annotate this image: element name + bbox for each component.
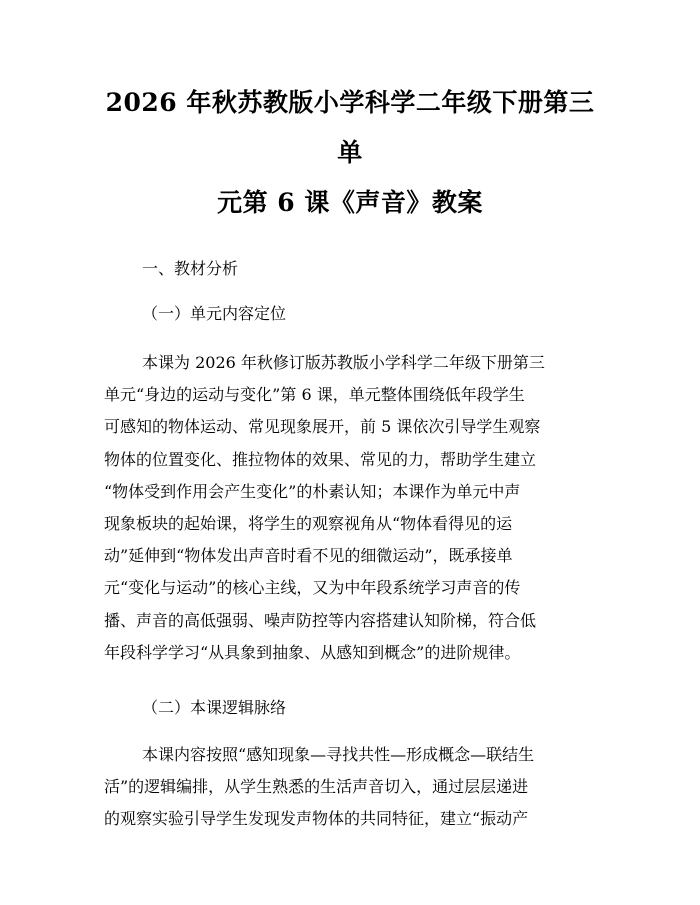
- paragraph-line: 物体的位置变化、推拉物体的效果、常见的力，帮助学生建立: [104, 449, 537, 469]
- title-line-1: 2026 年秋苏教版小学科学二年级下册第三单: [105, 88, 595, 167]
- subsection-heading-lesson-logic: （二）本课逻辑脉络: [142, 698, 287, 718]
- paragraph-line: 动”延伸到“物体发出声音时看不见的细微运动”，既承接单: [104, 546, 513, 566]
- paragraph-lesson-logic: [104, 739, 596, 836]
- paragraph-line: 现象板块的起始课，将学生的观察视角从“物体看得见的运: [104, 514, 513, 534]
- title-line-2: 元第 6 课《声音》教案: [217, 188, 483, 217]
- subsection-heading-unit-positioning: （一）单元内容定位: [142, 304, 287, 323]
- paragraph-line: 年段科学学习“从具象到抽象、从感知到概念”的进阶规律。: [104, 642, 521, 662]
- paragraph-line: 本课为 2026 年秋修订版苏教版小学科学二年级下册第三: [142, 353, 545, 372]
- section-heading-textbook-analysis: 一、教材分析: [142, 259, 239, 278]
- paragraph-line: 元“变化与运动”的核心主线，又为中年段系统学习声音的传: [104, 578, 521, 598]
- paragraph-line: 播、声音的高低强弱、噪声防控等内容搭建认知阶梯，符合低: [104, 610, 537, 630]
- paragraph-line: 本课内容按照“感知现象—寻找共性—形成概念—联结生: [142, 745, 535, 765]
- paragraph-line: 可感知的物体运动、常见现象展开，前 5 课依次引导学生观察: [104, 417, 541, 437]
- paragraph-line: 的观察实验引导学生发现发声物体的共同特征，建立“振动产: [104, 809, 529, 829]
- paragraph-line: “物体受到作用会产生变化”的朴素认知；本课作为单元中声: [104, 481, 521, 501]
- document-title: [104, 78, 596, 228]
- paragraph-unit-positioning: [104, 347, 596, 669]
- paragraph-line: 活”的逻辑编排，从学生熟悉的生活声音切入，通过层层递进: [104, 777, 529, 797]
- paragraph-line: 单元“身边的运动与变化”第 6 课，单元整体围绕低年段学生: [104, 385, 525, 405]
